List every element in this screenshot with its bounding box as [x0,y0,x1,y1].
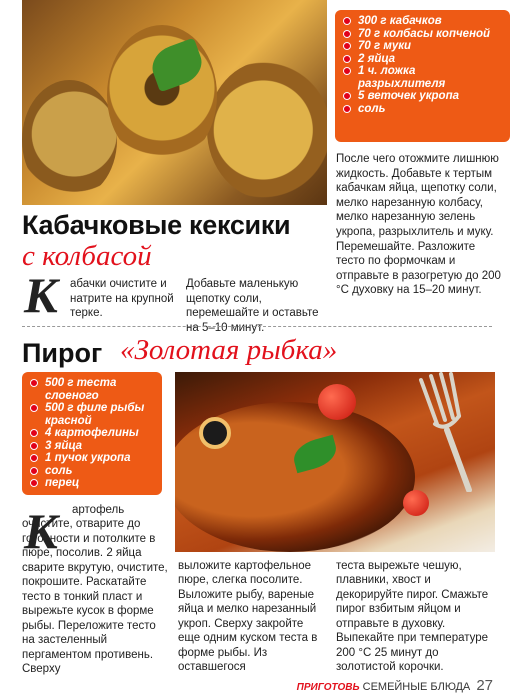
ingredient-item: 300 г кабачков [343,15,502,28]
ingredient-item: 500 г теста слоеного [30,377,154,402]
magazine-brand: ПРИГОТОВЬ [296,682,360,693]
ingredients-box-pie [22,372,162,495]
cherry-tomato [318,384,356,420]
muffins-step-2: Добавьте маленькую щепотку соли, перемешайте и оставьте на 5–10 минут. [186,278,319,334]
ingredient-item: 5 веточек укропа [343,90,502,103]
ingredient-item: 1 пучок укропа [30,452,154,465]
ingredient-item: 70 г колбасы копченой [343,28,502,41]
ingredient-item: соль [343,103,502,116]
page-number: 27 [476,677,493,694]
pie-step-1: артофель очистите, отварите до готовности и потолките в пюре, посолив. 2 яйца сварите вкрутую, очистите, покрошите. Раскатайте тесто в тонкий пласт и вырежьте кусок в форме рыбы. Переложите тесто на застеленный пергаментом противень. Сверху [22,504,168,675]
ingredient-item: 500 г филе рыбы красной [30,402,154,427]
ingredient-item: соль [30,465,154,478]
muffins-photo [22,0,327,205]
pie-step-3: теста вырежьте чешую, плавники, хвост и декорируйте пирог. Смажьте пирог взбитым яйцом и отправьте в духовку. Выпекайте при температуре 200 °С 25 минут до золотистой корочки. [336,560,489,674]
pie-step-2: выложите картофельное пюре, слегка посолите. Выложите рыбу, вареные яйца и мелко нарезанный укроп. Сверху закройте еще одним куском теста в форме рыбы. Из оставшегося [178,560,318,674]
section-divider [22,326,492,327]
ingredient-item: 3 яйца [30,440,154,453]
ingredient-item: 1 ч. ложка разрыхлителя [343,65,502,90]
fish-pie-photo [175,372,495,552]
drop-cap-muffins: К [24,267,58,323]
section-name: СЕМЕЙНЫЕ БЛЮДА [362,681,471,693]
muffin-image-right [207,60,327,200]
recipe-subtitle-muffins: с колбасой [22,240,152,272]
muffins-step-3: После чего отожмите лишнюю жидкость. Добавьте к тертым кабачкам яйца, щепотку соли, мелко нарезанную колбасу, мелко нарезанную зелень укропа, разрыхлитель и муку. Перемешайте. Разложите тесто по формочкам и отправьте в разогретую до 200 °С духовку на 15–20 минут. [336,153,501,297]
recipe-title-pie: Пирог [22,338,103,368]
ingredient-item: 2 яйца [343,53,502,66]
muffin-image-center [107,25,217,165]
recipe-title-muffins: Кабачковые кексики [22,210,291,240]
recipe-title-pie-accent: «Золотая рыбка» [120,334,338,366]
ingredient-item: перец [30,477,154,490]
ingredient-item: 70 г муки [343,40,502,53]
ingredient-item: 4 картофелины [30,427,154,440]
fish-eye-decoration [199,417,231,449]
drop-cap-pie: К [24,503,58,559]
fork-icon [407,372,477,492]
page-footer [297,677,493,694]
ingredients-box-muffins [335,10,510,142]
muffin-image-left [22,80,117,200]
muffins-step-1: абачки очистите и натрите на крупной терке. [70,278,174,320]
cherry-tomato [403,490,429,516]
